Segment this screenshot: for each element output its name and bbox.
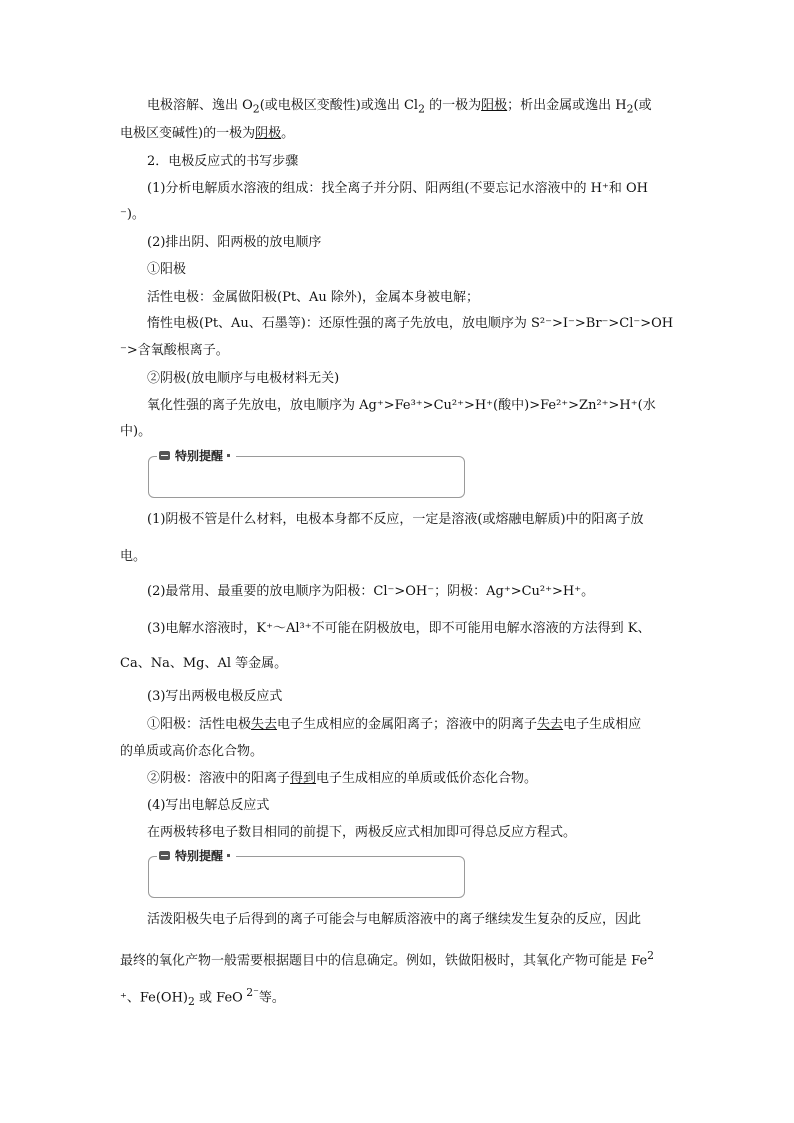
s4-text: 在两极转移电子数目相同的前提下，两极反应式相加即可得总反应方程式。	[147, 825, 577, 840]
note-icon	[159, 851, 170, 860]
tip2-line3: ⁺、$Fe(OH)_2$ 或 FeO $^{2^-}$等。	[120, 986, 285, 1008]
tip2-line1: 活泼阳极失电子后得到的离子可能会与电解质溶液中的离子继续发生复杂的反应，因此	[147, 912, 642, 927]
tip1-item1-line2: 电。	[120, 549, 147, 564]
para1-line2: 电极区变碱性)的一极为阴极。	[120, 126, 295, 141]
step2-heading: 2．电极反应式的书写步骤	[147, 154, 299, 169]
tip-box-2	[148, 849, 465, 898]
para1-line1: 电极溶解、逸出 $O_2$(或电极区变酸性)或逸出 $Cl_2$ 的一极为阳极；析出金属或逸出 $H_2$(或	[147, 98, 652, 116]
anode-active: 活性电极：金属做阳极(Pt、Au 除外)，金属本身被电解；	[147, 290, 480, 305]
s1-line2: ⁻)。	[120, 207, 145, 222]
s4-heading: (4)写出电解总反应式	[147, 798, 270, 813]
cathode-answer: 阴极	[255, 126, 282, 141]
anode-heading: ①阳极	[147, 262, 187, 277]
tip1-item3-line1: (3)电解水溶液时，K⁺～Al³⁺不可能在阴极放电，即不可能用电解水溶液的方法得到 K、	[147, 621, 651, 636]
s3-anode-line2: 的单质或高价态化合物。	[120, 744, 264, 759]
s3-anode-line1: ①阳极：活性电极失去电子生成相应的金属阳离子；溶液中的阴离子失去电子生成相应	[147, 717, 642, 732]
s1-line1: (1)分析电解质水溶液的组成：找全离子并分阴、阳两组(不要忘记水溶液中的 H⁺和 OH	[147, 181, 648, 196]
tip1-item3-line2: Ca、Na、Mg、Al 等金属。	[120, 656, 288, 671]
tip-box-1	[148, 449, 465, 498]
note-icon	[159, 451, 170, 460]
s3-heading: (3)写出两极电极反应式	[147, 689, 283, 704]
tip2-line2: 最终的氧化产物一般需要根据题目中的信息确定。例如，铁做阳极时，其氧化产物可能是 Fe$^2$	[120, 949, 655, 969]
tip1-item2: (2)最常用、最重要的放电顺序为阳极：Cl⁻>OH⁻；阴极：Ag⁺>Cu²⁺>H⁺。	[147, 584, 595, 599]
tip-title-2: 特别提醒	[157, 847, 236, 864]
dot-icon	[227, 854, 230, 857]
tip-title-1: 特别提醒	[157, 447, 236, 464]
cathode-order-line2: 中)。	[120, 424, 152, 439]
s2-heading: (2)排出阴、阳两极的放电顺序	[147, 235, 322, 250]
cathode-heading: ②阴极(放电顺序与电极材料无关)	[147, 371, 340, 386]
anode-inert-line1: 惰性电极(Pt、Au、石墨等)：还原性强的离子先放电，放电顺序为 S²⁻>I⁻>Br⁻>Cl⁻>OH	[147, 316, 674, 331]
anode-answer: 阳极	[481, 98, 508, 113]
cathode-order-line1: 氧化性强的离子先放电，放电顺序为 Ag⁺>Fe³⁺>Cu²⁺>H⁺(酸中)>Fe²⁺>Zn²⁺>H⁺(水	[147, 398, 656, 413]
tip1-item1-line1: (1)阴极不管是什么材料，电极本身都不反应，一定是溶液(或熔融电解质)中的阳离子放	[147, 512, 644, 527]
dot-icon	[227, 454, 230, 457]
s3-cathode: ②阴极：溶液中的阳离子得到电子生成相应的单质或低价态化合物。	[147, 771, 538, 786]
anode-inert-line2: ⁻>含氧酸根离子。	[120, 343, 229, 358]
